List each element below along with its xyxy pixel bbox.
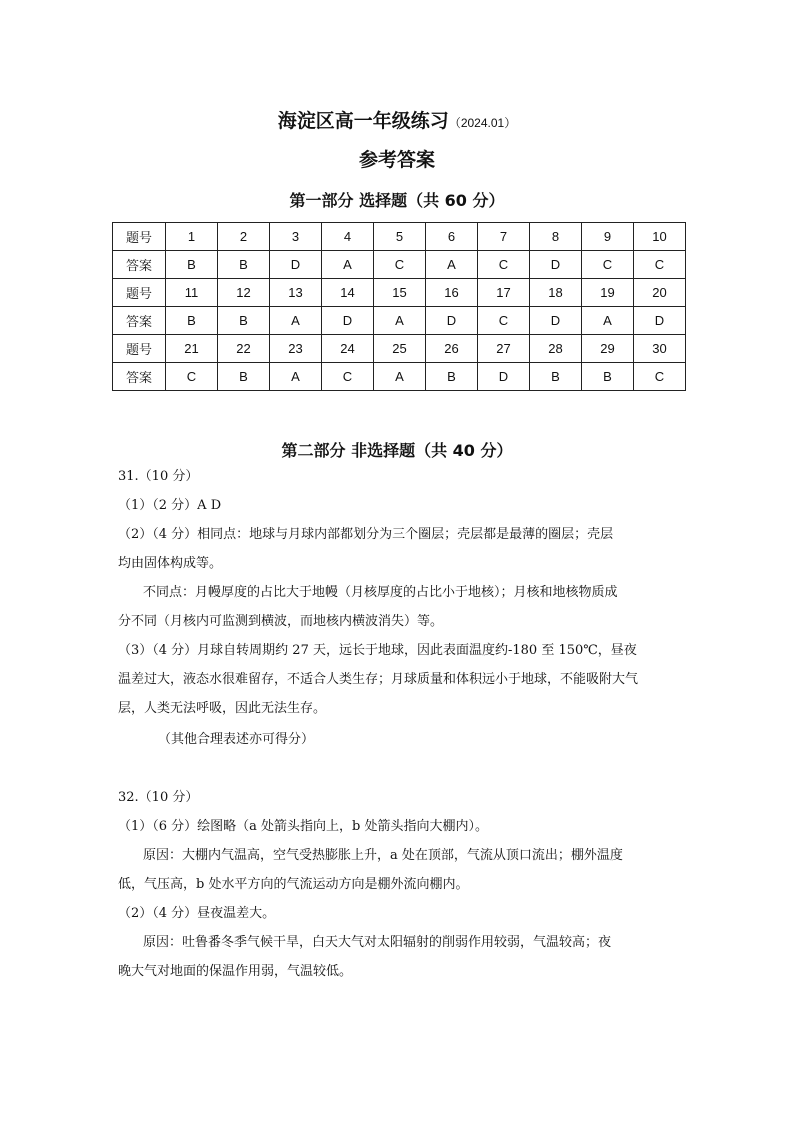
table-cell: A [322, 251, 374, 279]
table-cell: D [634, 307, 686, 335]
q32-heading: 32.（10 分） [118, 790, 199, 805]
q32-answer-2-reason-line2: 晚大气对地面的保温作用弱，气温较低。 [118, 964, 353, 979]
table-cell: B [582, 363, 634, 391]
table-cell: C [634, 363, 686, 391]
part1-title: 第一部分 选择题（共 60 分） [289, 191, 505, 210]
table-cell: 26 [426, 335, 478, 363]
table-cell: 22 [218, 335, 270, 363]
table-cell: A [582, 307, 634, 335]
answer-table [112, 222, 686, 391]
q31-heading: 31.（10 分） [118, 469, 199, 484]
page-title: 海淀区高一年级练习（2024.01） [277, 110, 517, 132]
table-cell: 3 [270, 223, 322, 251]
table-cell: 2 [218, 223, 270, 251]
q31-answer-2-line1: （2）（4 分）相同点：地球与月球内部都划分为三个圈层；壳层都是最薄的圈层；壳层 [118, 527, 614, 542]
table-cell: D [530, 307, 582, 335]
table-cell: C [166, 363, 218, 391]
table-cell: 30 [634, 335, 686, 363]
q31-answer-3-line1: （3）（4 分）月球自转周期约 27 天，远长于地球，因此表面温度约-180 至 150℃，昼夜 [118, 643, 637, 658]
q31-answer-1: （1）（2 分）A D [118, 498, 222, 513]
table-cell: 14 [322, 279, 374, 307]
row-label: 题号 [113, 223, 166, 251]
table-cell: 20 [634, 279, 686, 307]
table-cell: 7 [478, 223, 530, 251]
table-cell: 24 [322, 335, 374, 363]
table-cell: D [530, 251, 582, 279]
q32-answer-1-reason-line1: 原因：大棚内气温高，空气受热膨胀上升，a 处在顶部，气流从顶口流出；棚外温度 [143, 848, 623, 863]
table-cell: D [426, 307, 478, 335]
table-cell: 23 [270, 335, 322, 363]
table-cell: A [426, 251, 478, 279]
table-cell: 28 [530, 335, 582, 363]
table-cell: B [218, 307, 270, 335]
table-cell: C [582, 251, 634, 279]
table-cell: D [270, 251, 322, 279]
date-label: （2024.01） [448, 116, 517, 130]
table-cell: D [478, 363, 530, 391]
table-row [113, 223, 686, 251]
q31-answer-3-line3: 层，人类无法呼吸，因此无法生存。 [118, 701, 327, 716]
table-cell: 8 [530, 223, 582, 251]
q32-answer-1-reason-line2: 低，气压高，b 处水平方向的气流运动方向是棚外流向棚内。 [118, 877, 469, 892]
q31-answer-2-diff-line2: 分不同（月核内可监测到横波，而地核内横波消失）等。 [118, 614, 444, 629]
table-cell: 10 [634, 223, 686, 251]
q32-answer-2: （2）（4 分）昼夜温差大。 [118, 906, 276, 921]
q32-answer-2-reason-line1: 原因：吐鲁番冬季气候干旱，白天大气对太阳辐射的削弱作用较弱，气温较高；夜 [143, 935, 612, 950]
row-label: 答案 [113, 307, 166, 335]
row-label: 题号 [113, 279, 166, 307]
table-cell: 5 [374, 223, 426, 251]
q31-answer-3-line2: 温差过大，液态水很难留存，不适合人类生存；月球质量和体积远小于地球，不能吸附大气 [118, 672, 639, 687]
table-cell: B [426, 363, 478, 391]
table-cell: C [478, 251, 530, 279]
table-cell: A [374, 307, 426, 335]
table-cell: 16 [426, 279, 478, 307]
table-cell: B [166, 251, 218, 279]
table-cell: C [374, 251, 426, 279]
table-cell: B [166, 307, 218, 335]
table-row [113, 307, 686, 335]
q32-answer-1: （1）（6 分）绘图略（a 处箭头指向上，b 处箭头指向大棚内）。 [118, 819, 489, 834]
table-cell: 19 [582, 279, 634, 307]
table-row [113, 335, 686, 363]
table-cell: 6 [426, 223, 478, 251]
table-cell: 15 [374, 279, 426, 307]
q31-answer-2-line2: 均由固体构成等。 [118, 556, 223, 571]
table-cell: D [322, 307, 374, 335]
table-cell: 17 [478, 279, 530, 307]
table-cell: C [634, 251, 686, 279]
table-row [113, 251, 686, 279]
page-subtitle: 参考答案 [358, 149, 435, 171]
table-cell: A [270, 307, 322, 335]
table-cell: 27 [478, 335, 530, 363]
row-label: 题号 [113, 335, 166, 363]
row-label: 答案 [113, 363, 166, 391]
table-cell: 25 [374, 335, 426, 363]
table-cell: B [218, 251, 270, 279]
table-cell: 18 [530, 279, 582, 307]
table-cell: B [530, 363, 582, 391]
table-cell: A [374, 363, 426, 391]
q31-answer-2-diff-line1: 不同点：月幔厚度的占比大于地幔（月核厚度的占比小于地核）；月核和地核物质成 [143, 585, 618, 600]
table-cell: 11 [166, 279, 218, 307]
table-cell: 29 [582, 335, 634, 363]
part2-title: 第二部分 非选择题（共 40 分） [281, 441, 513, 460]
table-cell: B [218, 363, 270, 391]
table-cell: A [270, 363, 322, 391]
table-cell: 21 [166, 335, 218, 363]
table-cell: 1 [166, 223, 218, 251]
table-cell: C [322, 363, 374, 391]
table-row [113, 279, 686, 307]
table-cell: 13 [270, 279, 322, 307]
table-cell: 4 [322, 223, 374, 251]
table-cell: 12 [218, 279, 270, 307]
table-cell: 9 [582, 223, 634, 251]
table-row [113, 363, 686, 391]
table-cell: C [478, 307, 530, 335]
q31-note: （其他合理表述亦可得分） [158, 732, 315, 747]
row-label: 答案 [113, 251, 166, 279]
